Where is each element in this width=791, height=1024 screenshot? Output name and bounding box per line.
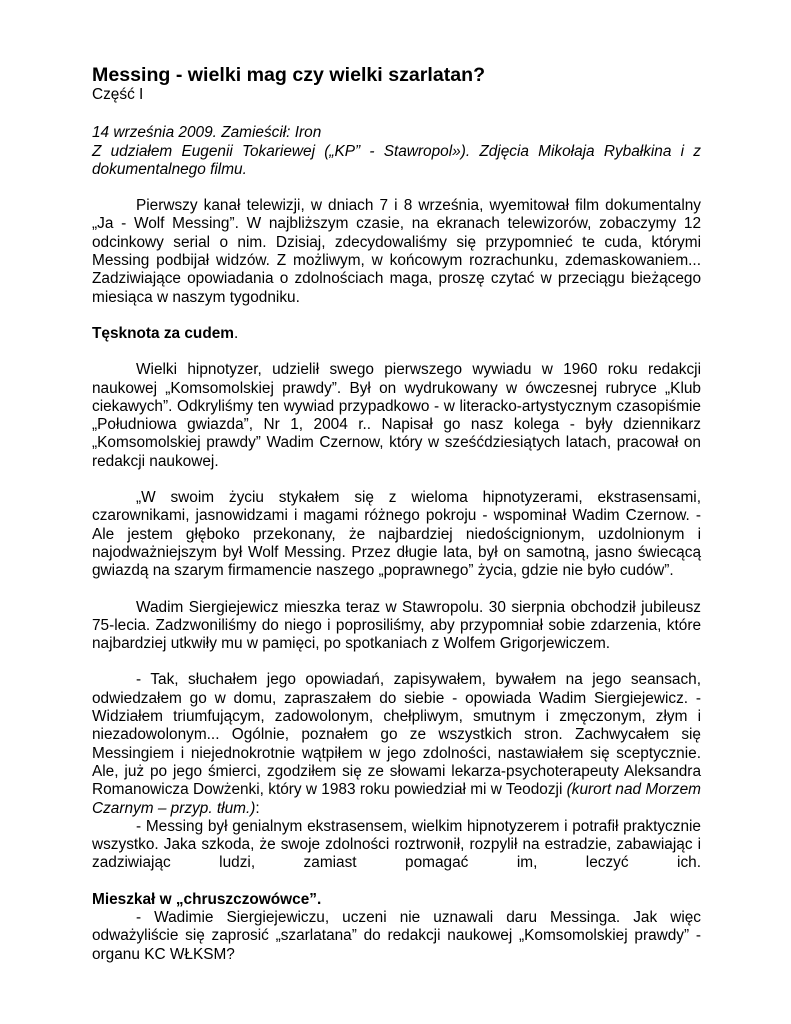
meta-date-author: 14 września 2009. Zamieścił: Iron <box>92 124 322 142</box>
translator-note: (kurort nad Morzem Czarnym – przyp. tłum.) <box>92 781 701 817</box>
article-title: Messing - wielki mag czy wielki szarlatan? <box>92 64 486 86</box>
paragraph-genialny: - Messing był genialnym ekstrasensem, wielkim hipnotyzerem i potrafił praktycznie wszystko. Jaka szkoda, że swoje zdolności roztrwonił, rozpylił na estradzie, zabawiając i zadziwiając ludzi, zamiast pomagać im, leczyć ich. <box>92 817 701 872</box>
article-meta <box>92 124 701 179</box>
paragraph-colon: : <box>255 799 260 817</box>
paragraph-tak-sluchalem <box>92 671 701 817</box>
section-heading-chruszczowowka: Mieszkał w „chruszczowówce”. <box>92 890 322 908</box>
paragraph-wadimie: - Wadimie Siergiejewiczu, uczeni nie uznawali daru Messinga. Jak więc odważyliście się zaprosić „szarlatana” do redakcji naukowej „Komsomolskiej prawdy” - organu KC WŁKSM? <box>92 908 701 963</box>
section-heading-suffix: . <box>233 324 239 342</box>
paragraph-hipnotyzer: Wielki hipnotyzer, udzielił swego pierwszego wywiadu w 1960 roku redakcji naukowej „Komsomolskiej prawdy”. Był on wydrukowany w ówczesnej rubryce „Klub ciekawych”. Odkryliśmy ten wywiad przypadkowo - w literacko-artystycznym czasopiśmie „Południowa gwiazda”, Nr 1, 2004 r.. Napisał go nasz kolega - były dziennikarz „Komsomolskiej prawdy” Wadim Czernow, który w sześćdziesiątych latach, pracował on redakcji naukowej. <box>92 361 701 470</box>
section-heading-text: Tęsknota za cudem <box>92 324 234 342</box>
paragraph-main-text: - Tak, słuchałem jego opowiadań, zapisywałem, bywałem na jego seansach, odwiedzałem go w domu, zapraszałem do siebie - opowiada Wadim Siergiejewicz. - Widziałem triumfującym, zadowolonym, chełpliwym, smutnym i zmęczonym, złym i niezadowolonym... Ogólnie, poznałem go ze wszystkich stron. Zachwycałem się Messingiem i niejednokrotnie wątpiłem w jego zdolności, nastawiałem się sceptycznie. Ale, już po jego śmierci, zgodziłem się ze słowami lekarza-psychoterapeuty Aleksandra Romanowicza Dowżenki, który w 1983 roku powiedział mi w Teodozji <box>92 671 701 799</box>
article-subtitle: Część I <box>92 86 144 103</box>
section-heading-tesknota <box>92 325 701 343</box>
paragraph-stawropol: Wadim Siergiejewicz mieszka teraz w Stawropolu. 30 sierpnia obchodził jubileusz 75-lecia. Zadzwoniliśmy do niego i poprosiliśmy, aby przypomniał sobie zdarzenia, które najbardziej utkwiły mu w pamięci, po spotkaniach z Wolfem Grigorjewiczem. <box>92 598 701 653</box>
intro-paragraph: Pierwszy kanał telewizji, w dniach 7 i 8 września, wyemitował film dokumentalny „Ja - Wolf Messing”. W najbliższym czasie, na ekranach telewizorów, zobaczymy 12 odcinkowy serial o nim. Dzisiaj, zdecydowaliśmy się przypomnieć te cuda, którymi Messing podbijał widzów. Z możliwym, w końcowym rozrachunku, zdemaskowaniem... Zadziwiające opowiadania o zdolnościach maga, proszę czytać w przeciągu bieżącego miesiąca w naszym tygodniku. <box>92 197 701 306</box>
meta-credits: Z udziałem Eugenii Tokariewej („KP” - Stawropol»). Zdjęcia Mikołaja Rybałkina i z dokumentalnego filmu. <box>92 142 701 178</box>
paragraph-quote-czernow: „W swoim życiu stykałem się z wieloma hipnotyzerami, ekstrasensami, czarownikami, jasnowidzami i magami różnego pokroju - wspominał Wadim Czernow. - Ale jestem głęboko przekonany, że najbardziej niedoścignionym, uzdolnionym i najodważniejszym był Wolf Messing. Przez długie lata, był on samotną, jasno świecącą gwiazdą na szarym firmamencie naszego „poprawnego” życia, gdzie nie było cudów”. <box>92 489 701 580</box>
